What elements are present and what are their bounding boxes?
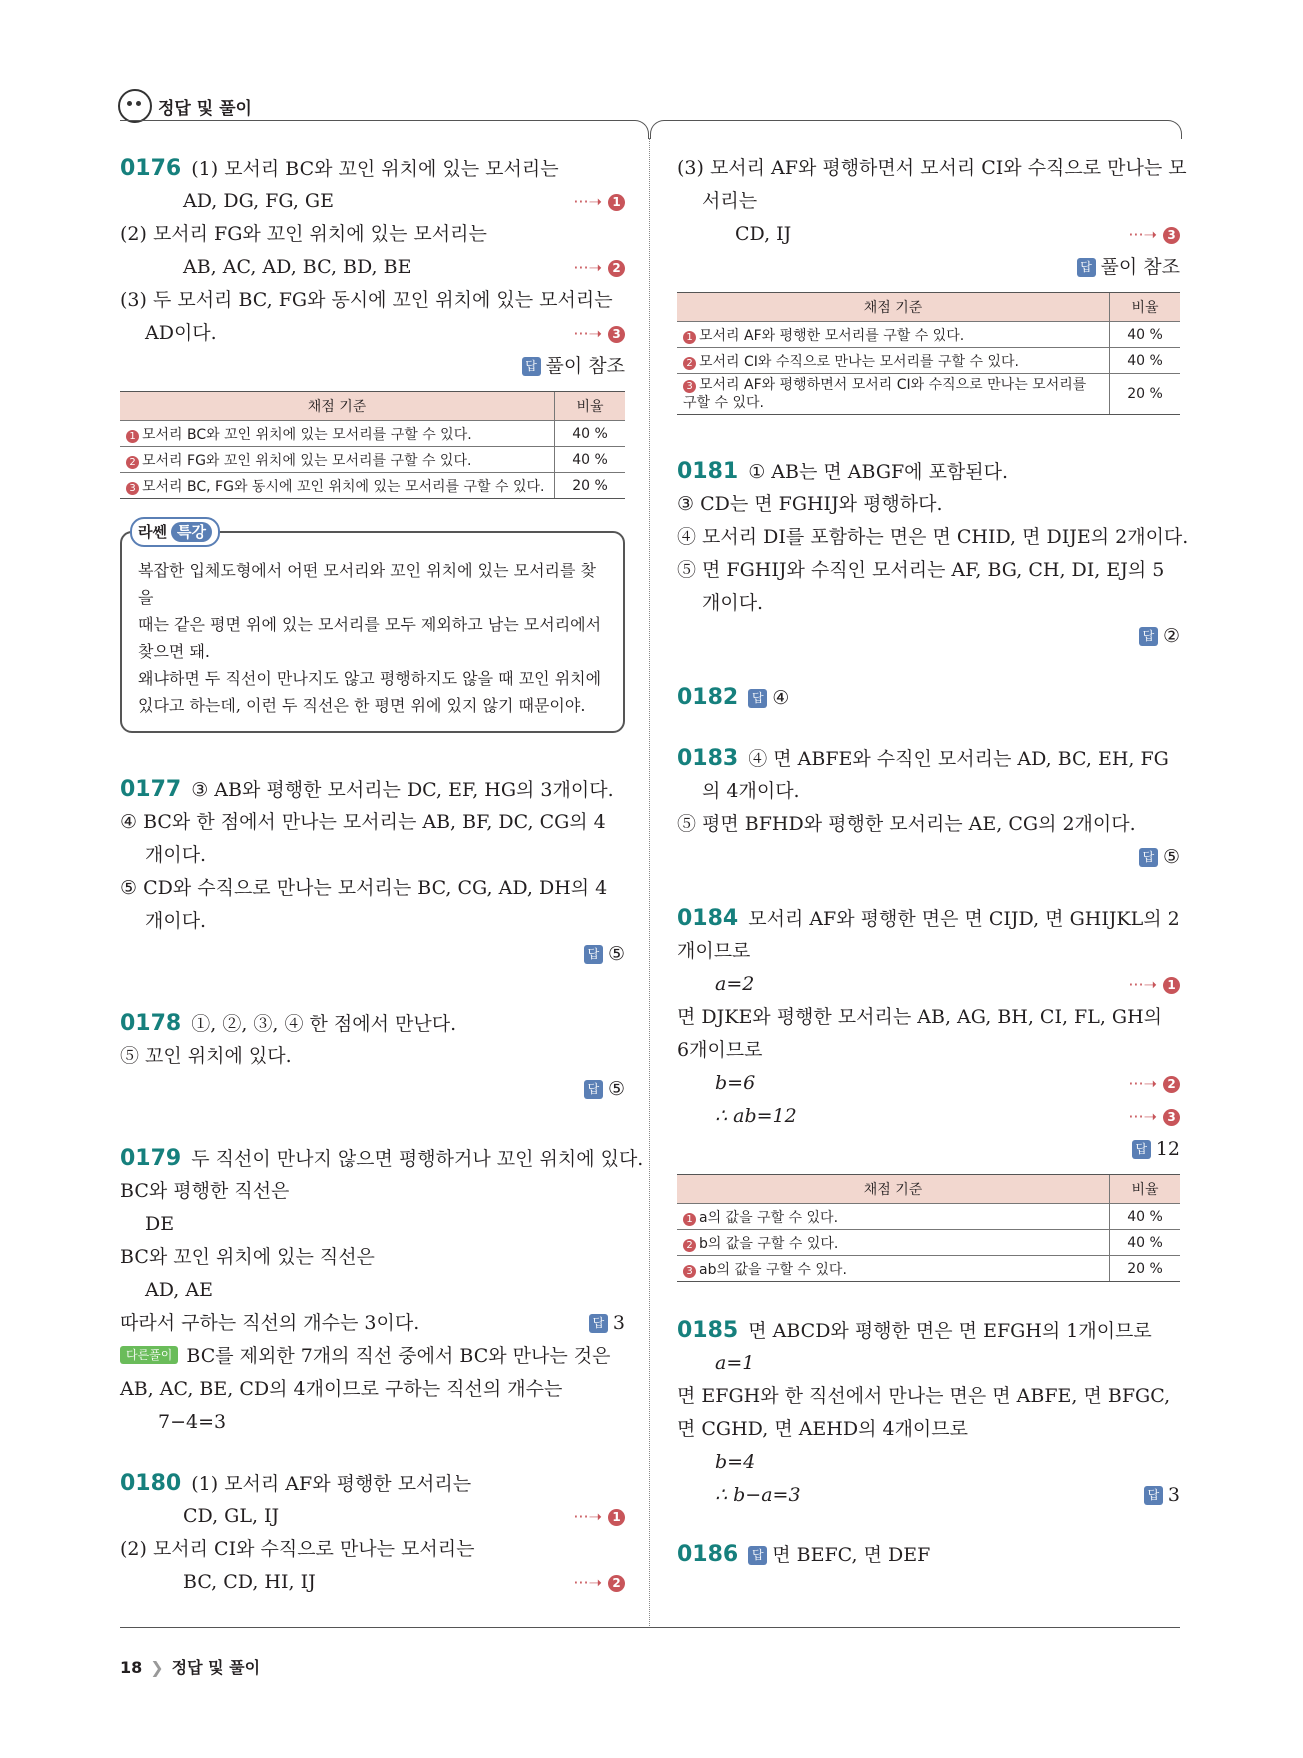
- step-marker-3: ···➝ 3: [1128, 1100, 1180, 1133]
- equation: ∴ ab=12: [715, 1105, 797, 1127]
- footer-rule: [120, 1627, 1180, 1628]
- text-line: AD이다.: [145, 322, 217, 344]
- answer: ⑤: [1162, 846, 1180, 868]
- equation: b=6: [715, 1072, 756, 1094]
- table-row: 1 a의 값을 구할 수 있다. 40 %: [677, 1204, 1180, 1230]
- table-row: 3 모서리 BC, FG와 동시에 꼬인 위치에 있는 모서리를 구할 수 있다. 20 %: [120, 473, 625, 499]
- table-header-ratio: 비율: [1110, 1175, 1181, 1204]
- lecture-line: 왜냐하면 두 직선이 만나지도 않고 평행하지도 않을 때 꼬인 위치에: [138, 669, 602, 688]
- alt-solution-badge: 다른풀이: [120, 1346, 178, 1364]
- table-row: 2 모서리 CI와 수직으로 만나는 모서리를 구할 수 있다. 40 %: [677, 348, 1180, 374]
- step-marker-1: ···➝ 1: [573, 185, 625, 218]
- text-line: BC와 꼬인 위치에 있는 직선은: [120, 1246, 375, 1268]
- answer: 풀이 참조: [545, 355, 625, 377]
- problem-0186: [677, 1538, 1180, 1571]
- footer-title: 정답 및 풀이: [171, 1658, 261, 1677]
- edge-list: CD, IJ: [735, 223, 792, 245]
- page-footer: [120, 1655, 260, 1678]
- text-line: ⑤ 꼬인 위치에 있다.: [120, 1045, 292, 1067]
- problem-number: 0184: [677, 906, 739, 931]
- problem-0178: [120, 1007, 625, 1106]
- problem-0177: [120, 773, 625, 971]
- answer-icon: 답: [584, 1080, 603, 1099]
- problem-0183: [677, 742, 1180, 874]
- chevron-right-icon: ❯: [150, 1658, 164, 1677]
- answer: 풀이 참조: [1100, 256, 1180, 278]
- text-line: 개이므로: [677, 940, 751, 962]
- answer: 12: [1155, 1138, 1180, 1160]
- right-column-frame: [650, 120, 1182, 139]
- table-header-criterion: 채점 기준: [677, 293, 1110, 322]
- grading-table: [677, 1174, 1180, 1282]
- text-line: 개이다.: [145, 910, 207, 932]
- table-row: 3 ab의 값을 구할 수 있다. 20 %: [677, 1256, 1180, 1282]
- text-line: ④ 면 ABFE와 수직인 모서리는 AD, BC, EH, FG: [748, 748, 1169, 770]
- problem-number: 0178: [120, 1011, 182, 1036]
- equation: 7−4=3: [158, 1411, 227, 1433]
- text-line: 의 4개이다.: [702, 780, 800, 802]
- answer-icon: 답: [584, 945, 603, 964]
- answer-icon: 답: [1132, 1140, 1151, 1159]
- lecture-label: 라쎈 특강: [130, 517, 220, 547]
- table-header-criterion: 채점 기준: [120, 392, 555, 421]
- edge-list: BC, CD, HI, IJ: [183, 1571, 316, 1593]
- text-line: (1) 모서리 AF와 평행한 모서리는: [191, 1473, 472, 1495]
- problem-0185: [677, 1314, 1180, 1512]
- edge-list: CD, GL, IJ: [183, 1505, 280, 1527]
- text-line: ①, ②, ③, ④ 한 점에서 만난다.: [191, 1013, 457, 1035]
- grading-table: [677, 292, 1180, 415]
- line-list: AD, AE: [145, 1279, 213, 1301]
- mascot-icon: [118, 89, 152, 123]
- problem-number: 0181: [677, 459, 739, 484]
- equation: b=4: [715, 1451, 756, 1473]
- left-column: [120, 152, 644, 1599]
- text-line: 6개이므로: [677, 1039, 763, 1061]
- lecture-line: 때는 같은 평면 위에 있는 모서리를 모두 제외하고 남는 모서리에서: [138, 615, 602, 634]
- grading-table: [120, 391, 625, 499]
- answer-icon: 답: [1139, 627, 1158, 646]
- text-line: BC를 제외한 7개의 직선 중에서 BC와 만나는 것은: [186, 1345, 611, 1367]
- step-marker-2: ···➝ 2: [573, 251, 625, 284]
- step-marker-2: ···➝ 2: [573, 1566, 625, 1599]
- problem-number: 0176: [120, 156, 182, 181]
- text-line: ⑤ 평면 BFHD와 평행한 모서리는 AE, CG의 2개이다.: [677, 813, 1136, 835]
- table-header-ratio: 비율: [1110, 293, 1181, 322]
- table-row: 3 모서리 AF와 평행하면서 모서리 CI와 수직으로 만나는 모서리를 구할 수 있다. 20 %: [677, 374, 1180, 415]
- problem-0176: [120, 152, 625, 499]
- step-marker-1: ···➝ 1: [1128, 968, 1180, 1001]
- text-line: 개이다.: [702, 592, 764, 614]
- table-header-ratio: 비율: [555, 392, 626, 421]
- table-header-criterion: 채점 기준: [677, 1175, 1110, 1204]
- answer-icon: 답: [522, 357, 541, 376]
- text-line: 면 EFGH와 한 직선에서 만나는 면은 면 ABFE, 면 BFGC,: [677, 1385, 1171, 1407]
- answer: ④: [772, 687, 790, 709]
- text-line: (3) 모서리 AF와 평행하면서 모서리 CI와 수직으로 만나는 모: [677, 157, 1187, 179]
- edge-list: AB, AC, AD, BC, BD, BE: [183, 256, 412, 278]
- problem-0180: [120, 1467, 625, 1599]
- problem-number: 0183: [677, 746, 739, 771]
- text-line: ④ 모서리 DI를 포함하는 면은 면 CHID, 면 DIJE의 2개이다.: [677, 526, 1189, 548]
- answer: ②: [1162, 625, 1180, 647]
- table-row: 2 모서리 FG와 꼬인 위치에 있는 모서리를 구할 수 있다. 40 %: [120, 447, 625, 473]
- answer: 면 BEFC, 면 DEF: [772, 1544, 931, 1566]
- text-line: BC와 평행한 직선은: [120, 1180, 290, 1202]
- answer-icon: 답: [748, 689, 767, 708]
- right-column: [677, 152, 1189, 1571]
- table-row: 2 b의 값을 구할 수 있다. 40 %: [677, 1230, 1180, 1256]
- text-line: ⑤ 면 FGHIJ와 수직인 모서리는 AF, BG, CH, DI, EJ의 5: [677, 559, 1165, 581]
- problem-0182: [677, 681, 1180, 714]
- lecture-line: 찾으면 돼.: [138, 642, 210, 661]
- problem-0184: [677, 902, 1180, 1282]
- text-line: AB, AC, BE, CD의 4개이므로 구하는 직선의 개수는: [120, 1378, 563, 1400]
- step-marker-3: ···➝ 3: [1128, 218, 1180, 251]
- left-column-frame: [120, 120, 649, 139]
- text-line: ③ CD는 면 FGHIJ와 평행하다.: [677, 493, 943, 515]
- header-title: 정답 및 풀이: [158, 98, 252, 119]
- table-row: 1 모서리 AF와 평행한 모서리를 구할 수 있다. 40 %: [677, 322, 1180, 348]
- step-marker-3: ···➝ 3: [573, 317, 625, 350]
- problem-number: 0179: [120, 1146, 182, 1171]
- page-header: [118, 88, 252, 124]
- text-line: 모서리 AF와 평행한 면은 면 CIJD, 면 GHIJKL의 2: [748, 908, 1180, 930]
- answer-inline: 답 3: [589, 1307, 625, 1340]
- text-line: 면 ABCD와 평행한 면은 면 EFGH의 1개이므로: [748, 1320, 1152, 1342]
- answer-icon: 답: [1077, 258, 1096, 277]
- problem-number: 0177: [120, 777, 182, 802]
- column-divider: [649, 138, 650, 1626]
- text-line: (1) 모서리 BC와 꼬인 위치에 있는 모서리는: [191, 158, 559, 180]
- text-line: ① AB는 면 ABGF에 포함된다.: [748, 461, 1009, 483]
- text-line: (2) 모서리 FG와 꼬인 위치에 있는 모서리는: [120, 223, 487, 245]
- answer: ⑤: [607, 943, 625, 965]
- text-line: (3) 두 모서리 BC, FG와 동시에 꼬인 위치에 있는 모서리는: [120, 289, 613, 311]
- text-line: 개이다.: [145, 844, 207, 866]
- problem-number: 0182: [677, 685, 739, 710]
- problem-0181: [677, 455, 1189, 653]
- problem-number: 0185: [677, 1318, 739, 1343]
- lecture-line: 있다고 하는데, 이런 두 직선은 한 평면 위에 있지 않기 때문이야.: [138, 696, 586, 715]
- equation: a=2: [715, 973, 755, 995]
- answer-inline: 답 3: [1144, 1479, 1180, 1512]
- answer-icon: 답: [1139, 848, 1158, 867]
- lecture-line: 복잡한 입체도형에서 어떤 모서리와 꼬인 위치에 있는 모서리를 찾을: [138, 561, 597, 607]
- text-line: (2) 모서리 CI와 수직으로 만나는 모서리는: [120, 1538, 475, 1560]
- page-number: 18: [120, 1658, 143, 1677]
- equation: a=1: [715, 1352, 755, 1374]
- text-line: 면 CGHD, 면 AEHD의 4개이므로: [677, 1418, 968, 1440]
- step-marker-2: ···➝ 2: [1128, 1067, 1180, 1100]
- problem-number: 0186: [677, 1542, 739, 1567]
- text-line: 두 직선이 만나지 않으면 평행하거나 꼬인 위치에 있다.: [191, 1148, 644, 1170]
- text-line: ④ BC와 한 점에서 만나는 모서리는 AB, BF, DC, CG의 4: [120, 811, 606, 833]
- problem-0179: [120, 1142, 644, 1439]
- lecture-box: [120, 523, 625, 733]
- problem-number: 0180: [120, 1471, 182, 1496]
- problem-0180-cont: [677, 152, 1187, 415]
- answer-icon: 답: [748, 1546, 767, 1565]
- table-row: 1 모서리 BC와 꼬인 위치에 있는 모서리를 구할 수 있다. 40 %: [120, 421, 625, 447]
- step-marker-1: ···➝ 1: [573, 1500, 625, 1533]
- text-line: 서리는: [702, 190, 758, 212]
- text-line: ③ AB와 평행한 모서리는 DC, EF, HG의 3개이다.: [191, 779, 614, 801]
- answer: ⑤: [607, 1078, 625, 1100]
- equation: ∴ b−a=3: [715, 1484, 801, 1506]
- text-line: 따라서 구하는 직선의 개수는 3이다.: [120, 1312, 420, 1334]
- text-line: ⑤ CD와 수직으로 만나는 모서리는 BC, CG, AD, DH의 4: [120, 877, 608, 899]
- edge-list: AD, DG, FG, GE: [183, 190, 334, 212]
- text-line: 면 DJKE와 평행한 모서리는 AB, AG, BH, CI, FL, GH의: [677, 1006, 1163, 1028]
- line-list: DE: [145, 1213, 175, 1235]
